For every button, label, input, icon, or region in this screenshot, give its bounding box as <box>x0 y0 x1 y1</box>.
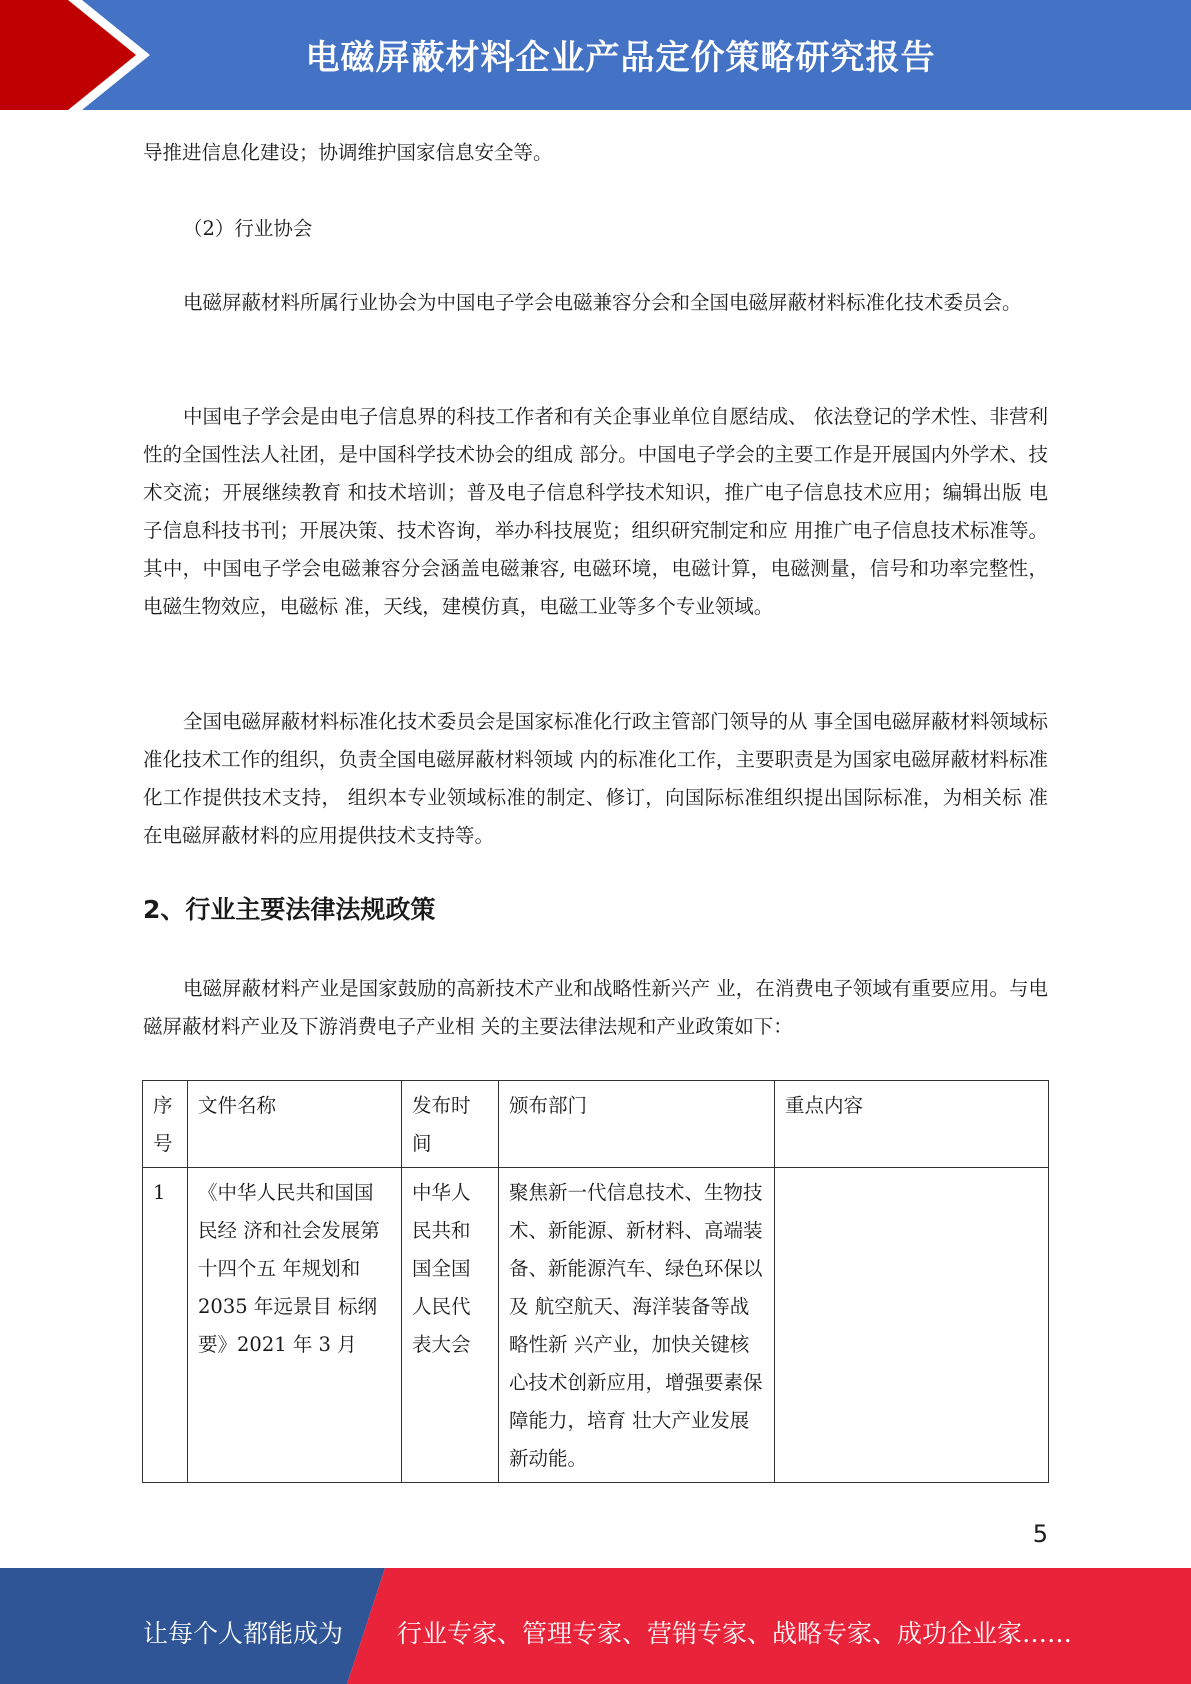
cell-issuing-department: 聚焦新一代信息技术、生物技 术、新能源、新材料、高端装 备、新能源汽车、绿色环保以及 航空航天、海洋装备等战略性新 兴产业，加快关键核心技术创新应用，增强要素保障能力，培育 壮大产业发展新动能。 <box>499 1168 775 1483</box>
paragraph-policy-intro: 电磁屏蔽材料产业是国家鼓励的高新技术产业和战略性新兴产 业，在消费电子领域有重要应用。与电磁屏蔽材料产业及下游消费电子产业相 关的主要法律法规和产业政策如下： <box>143 977 1048 1038</box>
header-issuing-department: 颁布部门 <box>499 1081 775 1168</box>
section-heading-laws-policies: 2、行业主要法律法规政策 <box>143 895 436 924</box>
policy-table <box>142 1080 1049 1483</box>
paragraph-standardization-committee: 全国电磁屏蔽材料标准化技术委员会是国家标准化行政主管部门领导的从 事全国电磁屏蔽材料领域标准化技术工作的组织，负责全国电磁屏蔽材料领域 内的标准化工作，主要职责是为国家电磁屏蔽材料标准化工作提供技术支持， 组织本专业领域标准的制定、修订，向国际标准组织提出国际标准，为相关标 准在电磁屏蔽材料的应用提供技术支持等。 <box>143 710 1048 847</box>
table-row <box>143 1168 1049 1483</box>
cell-index: 1 <box>143 1168 188 1483</box>
subsection-heading-industry-association: （2）行业协会 <box>183 217 313 240</box>
header-index: 序号 <box>143 1081 188 1168</box>
header-chevron-decoration <box>0 0 160 110</box>
footer-slogan-right: 行业专家、管理专家、营销专家、战略专家、成功企业家…… <box>397 1619 1073 1648</box>
cell-document-name: 《中华人民共和国国民经 济和社会发展第十四个五 年规划和 2035 年远景目 标纲要》2021 年 3 月 <box>188 1168 402 1483</box>
paragraph-cie: 中国电子学会是由电子信息界的科技工作者和有关企事业单位自愿结成、 依法登记的学术性、非营利性的全国性法人社团，是中国科学技术协会的组成 部分。中国电子学会的主要工作是开展国内外学术、技术交流；开展继续教育 和技术培训；普及电子信息科学技术知识，推广电子信息技术应用；编辑出版 电子信息科技书刊；开展决策、技术咨询，举办科技展览；组织研究制定和应 用推广电子信息技术标准等。其中，中国电子学会电磁兼容分会涵盖电磁兼容, 电磁环境，电磁计算，电磁测量，信号和功率完整性，电磁生物效应，电磁标 准，天线，建模仿真，电磁工业等多个专业领域。 <box>143 405 1048 618</box>
report-title: 电磁屏蔽材料企业产品定价策略研究报告 <box>305 38 936 78</box>
page-header <box>0 0 1191 110</box>
header-document-name: 文件名称 <box>188 1081 402 1168</box>
footer-slogan-left: 让每个人都能成为 <box>143 1619 344 1648</box>
header-release-time: 发布时间 <box>402 1081 499 1168</box>
paragraph-industry-association: 电磁屏蔽材料所属行业协会为中国电子学会电磁兼容分会和全国电磁屏蔽材料标准化技术委员会。 <box>183 291 1022 314</box>
table-header-row <box>143 1081 1049 1168</box>
paragraph-continued: 导推进信息化建设；协调维护国家信息安全等。 <box>143 141 553 164</box>
cell-key-content <box>775 1168 1049 1483</box>
header-key-content: 重点内容 <box>775 1081 1049 1168</box>
cell-release-time: 中华人民共和国全国人民代表大会 <box>402 1168 499 1483</box>
page-number: 5 <box>1032 1520 1048 1548</box>
